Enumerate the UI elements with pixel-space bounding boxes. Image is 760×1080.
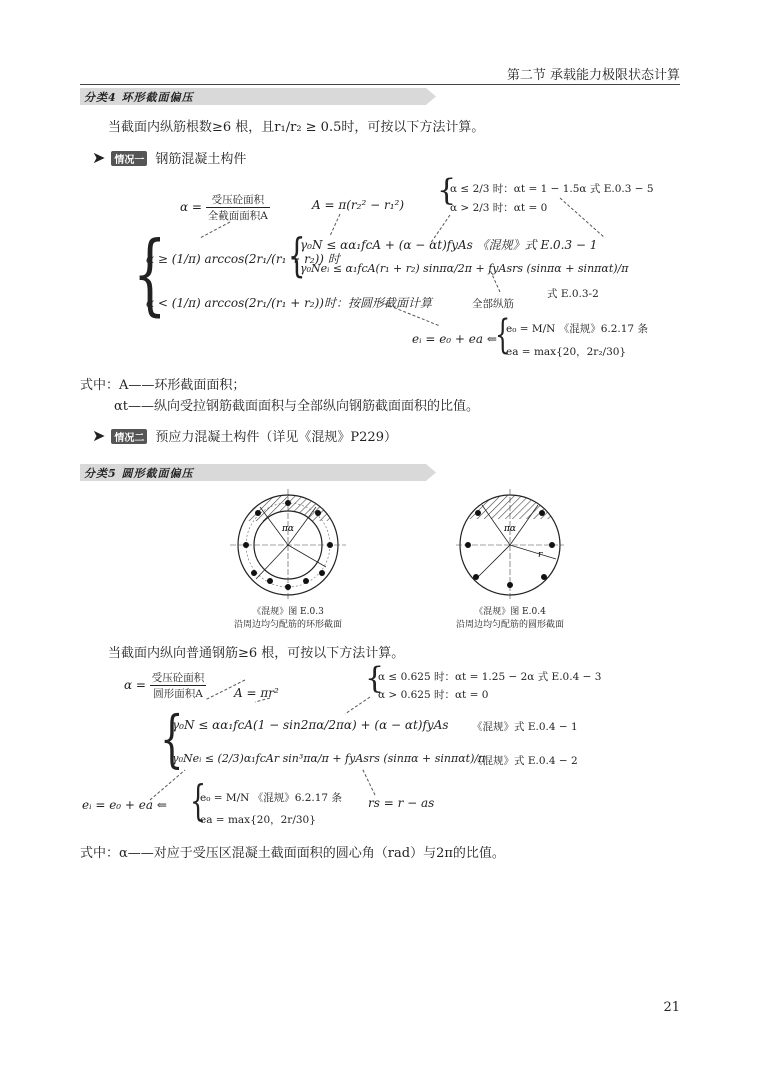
fig2-title: 《混规》图 E.0.4 (474, 607, 546, 617)
s5-ei: eᵢ = e₀ + ea ⇐ (82, 798, 167, 812)
fig-annular-section (226, 487, 350, 599)
fig-circular-section (452, 487, 568, 599)
s5-alpha-den: 圆形面积A (153, 688, 203, 700)
s4-eq2-ref: 式 E.0.3-2 (547, 288, 599, 300)
s4-cond2: α < (1/π) arccos(2r₁/(r₁ + r₂))时：按圆形截面计算 (146, 296, 432, 310)
s5-eq2: γ₀Neᵢ ≤ (2/3)α₁fcAr sin³πα/π + fyAsrs (sinπα + sinπαt)/π (172, 752, 486, 765)
section4-intro: 当截面内纵筋根数≥6 根，且r₁/r₂ ≥ 0.5时，可按以下方法计算。 (108, 120, 485, 135)
s5-eq2-ref: 《混规》式 E.0.4 − 2 (472, 755, 578, 767)
s5-at-case-a: α ≤ 0.625 时：αt = 1.25 − 2α 式 E.0.4 − 3 (378, 671, 602, 683)
fig1-title: 《混规》图 E.0.3 (252, 607, 324, 617)
s4-at-brace: { (437, 173, 457, 208)
page-header-title: 第二节 承载能力极限状态计算 (506, 68, 680, 83)
fig2-caption: 沿周边均匀配筋的圆形截面 (455, 620, 564, 630)
section4-band-label: 分类4 环形截面偏压 (84, 91, 194, 104)
s4-e-brace: { (495, 312, 511, 358)
s5-eq1: γ₀N ≤ αα₁fcA(1 − sin2πα/2πα) + (α − αt)fyAs (172, 718, 449, 732)
fig1-caption: 沿周边均匀配筋的环形截面 (233, 620, 342, 630)
s4-at-case-a: α ≤ 2/3 时：αt = 1 − 1.5α 式 E.0.3 − 5 (450, 183, 654, 195)
s4-eq1: γ₀N ≤ αα₁fcA + (α − αt)fyAs 《混规》式 E.0.3 − 1 (300, 238, 598, 252)
case2-label: 预应力混凝土构件（详见《混规》P229） (155, 430, 397, 445)
s5-rs: rs = r − as (368, 796, 435, 810)
s4-all-bars: 全部纵筋 (472, 298, 514, 310)
arrow-icon: ➤ (92, 426, 106, 445)
s5-eq-brace: { (160, 702, 184, 775)
s5-where-alpha: 式中：α——对应于受压区混凝土截面面积的圆心角（rad）与2π的比值。 (80, 846, 505, 861)
s4-ea: ea = max{20，2r₂/30} (506, 346, 627, 358)
case1-tag: 情况一 (111, 151, 147, 166)
section5-band-label: 分类5 圆形截面偏压 (84, 467, 194, 480)
s4-where-at: αt——纵向受拉钢筋截面面积与全部纵向钢筋截面面积的比值。 (114, 399, 480, 414)
s4-where-A: 式中：A——环形截面面积； (80, 378, 246, 393)
page-number: 21 (663, 1000, 680, 1015)
section4-case2 (92, 426, 397, 445)
arrow-icon: ➤ (92, 148, 106, 167)
s4-eq2: γ₀Neᵢ ≤ α₁fcA(r₁ + r₂) sinπα/2π + fyAsrs (sinπα + sinπαt)/π (300, 262, 629, 275)
s5-alpha-num: 受压砼面积 (151, 672, 205, 684)
s4-eq-brace: { (288, 228, 306, 282)
s4-A-formula: A = π(r₂² − r₁²) (312, 198, 404, 212)
s4-alpha-num: 受压砼面积 (206, 192, 270, 208)
s5-alpha-def: α = $\frac{\text{受压砼面积}}{\text{圆形面积A}}$ (124, 672, 205, 700)
section5-intro: 当截面内纵向普通钢筋≥6 根，可按以下方法计算。 (108, 646, 405, 661)
s5-ea: ea = max{20，2r/30} (200, 814, 316, 826)
s5-e0: e₀ = M/N 《混规》6.2.17 条 (200, 792, 342, 804)
section5-band (80, 464, 436, 481)
s4-main-brace: { (133, 222, 167, 325)
svg-text:πα: πα (282, 524, 294, 534)
s5-A-formula: A = πr² (234, 686, 279, 700)
s4-at-case-b: α > 2/3 时：αt = 0 (450, 202, 548, 214)
s4-alpha-def: α = $\frac{\text{受压砼面积}}{\text{全截面面积A}}$ (180, 194, 268, 222)
svg-text:πα: πα (504, 524, 516, 534)
s5-at-case-b: α > 0.625 时：αt = 0 (378, 689, 489, 701)
s4-alpha-den: 全截面面积A (207, 210, 268, 222)
case1-label: 钢筋混凝土构件 (155, 152, 247, 167)
s5-eq1-ref: 《混规》式 E.0.4 − 1 (472, 721, 578, 733)
s4-ei: eᵢ = e₀ + ea ⇐ (412, 332, 497, 346)
s5-at-brace: { (365, 661, 385, 696)
s4-cond1: α ≥ (1/π) arccos(2r₁/(r₁ + r₂)) 时 (146, 252, 340, 266)
s5-e-brace: { (190, 776, 207, 825)
case2-tag: 情况二 (111, 429, 147, 444)
s4-e0: e₀ = M/N 《混规》6.2.17 条 (506, 323, 648, 335)
svg-text:r: r (538, 550, 543, 560)
